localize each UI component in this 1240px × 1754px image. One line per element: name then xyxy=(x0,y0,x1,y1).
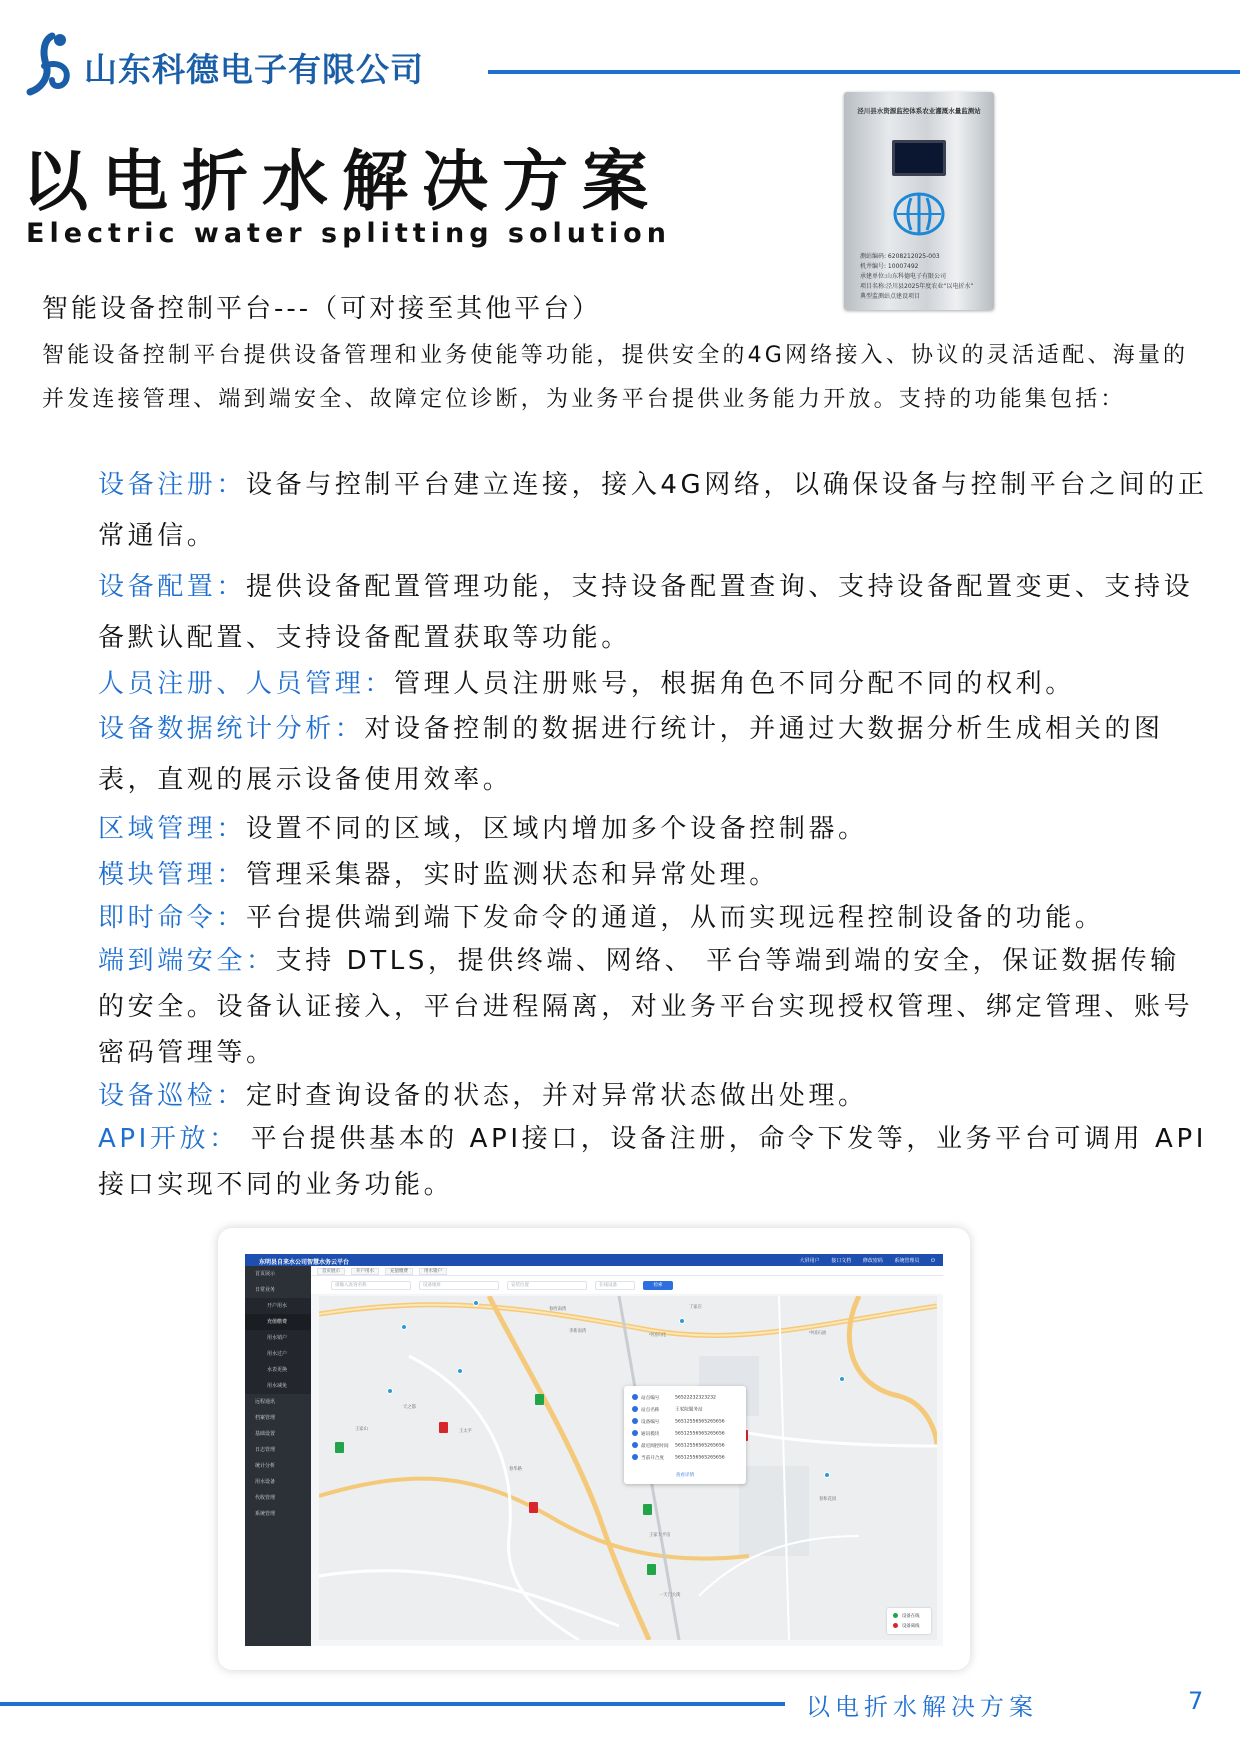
device-cabinet-image xyxy=(844,92,994,310)
app-header xyxy=(245,1254,943,1266)
sidebar-item[interactable]: 档案管理 xyxy=(255,1415,276,1421)
app-header-link[interactable]: 系统管理员 xyxy=(894,1258,920,1264)
map-label: 中国石化 xyxy=(649,1333,667,1338)
app-header-link[interactable]: 接口文档 xyxy=(831,1258,852,1264)
map-poi-icon xyxy=(457,1368,463,1374)
filter-address-input[interactable]: 设备地址 xyxy=(419,1281,499,1290)
feature-item xyxy=(98,460,1208,562)
device-info-popup xyxy=(624,1386,746,1484)
feature-label: 设备数据统计分析： xyxy=(98,714,365,744)
legend-offline xyxy=(893,1623,920,1629)
cabinet-info-line: 承建单位:山东科德电子有限公司 xyxy=(860,273,947,280)
map-label: 中国石油 xyxy=(809,1331,827,1336)
popup-row xyxy=(632,1442,744,1452)
app-filter-bar xyxy=(311,1276,943,1294)
sidebar-item[interactable]: 基础设置 xyxy=(255,1431,276,1437)
info-icon xyxy=(632,1394,638,1400)
map-poi-icon xyxy=(473,1300,479,1306)
device-online-marker[interactable] xyxy=(643,1504,652,1515)
feature-item xyxy=(98,938,1208,1076)
footer-rule xyxy=(0,1702,785,1706)
map-poi-icon xyxy=(401,1324,407,1330)
legend-label: 设备离线 xyxy=(902,1624,920,1629)
sidebar-subitem[interactable]: 用水减免 xyxy=(245,1378,311,1394)
map-label: 天之都 xyxy=(403,1405,416,1410)
filter-status-select[interactable]: 在线设备 xyxy=(595,1281,635,1290)
info-icon xyxy=(632,1442,638,1448)
sidebar-subitem[interactable]: 开户用水 xyxy=(245,1298,311,1314)
info-icon xyxy=(632,1418,638,1424)
sidebar-item[interactable]: 代收管理 xyxy=(255,1495,276,1501)
sidebar-item[interactable]: 系统管理 xyxy=(255,1511,276,1517)
feature-label: 模块管理： xyxy=(98,860,247,890)
popup-row xyxy=(632,1394,744,1404)
feature-label: 即时命令： xyxy=(98,903,247,933)
feature-text: 管理采集器，实时监测状态和异常处理。 xyxy=(246,860,779,890)
app-tab[interactable]: 开户用水 xyxy=(351,1268,379,1275)
map-poi-icon xyxy=(839,1376,845,1382)
popup-value: 56512556565265656 xyxy=(675,1419,725,1425)
feature-text: 设备与控制平台建立连接，接入4G网络，以确保设备与控制平台之间的正常通信。 xyxy=(98,470,1208,551)
feature-text: 提供设备配置管理功能，支持设备配置查询、支持设备配置变更、支持设备默认配置、支持设备配置获取等功能。 xyxy=(98,572,1194,653)
feature-text: 管理人员注册账号，根据角色不同分配不同的权利。 xyxy=(394,669,1075,699)
map-label: 王太平 xyxy=(459,1429,472,1434)
app-header-links xyxy=(790,1257,935,1264)
feature-label: API开放： xyxy=(98,1124,239,1154)
popup-key: 设备编号 xyxy=(641,1419,660,1425)
popup-row xyxy=(632,1418,744,1428)
map-label: 一天门大街 xyxy=(659,1593,681,1598)
app-header-link[interactable]: 修改密码 xyxy=(862,1258,883,1264)
popup-key: 站点名称 xyxy=(641,1407,660,1413)
cabinet-info-line: 项目名称:泾川县2025年度农业“以电折水” xyxy=(860,283,974,290)
filter-name-input[interactable]: 请输入查询名称 xyxy=(331,1281,411,1290)
map-label: 春西南湾 xyxy=(549,1307,567,1312)
info-icon xyxy=(632,1454,638,1460)
section-intro: 智能设备控制平台提供设备管理和业务使能等功能，提供安全的4G网络接入、协议的灵活适配、海量的并发连接管理、端到端安全、故障定位诊断，为业务平台提供业务能力开放。支持的功能集包括： xyxy=(42,343,1189,412)
sidebar-item[interactable]: 用水设备 xyxy=(255,1479,276,1485)
feature-text: 对设备控制的数据进行统计，并通过大数据分析生成相关的图表，直观的展示设备使用效率。 xyxy=(98,714,1164,795)
map-poi-icon xyxy=(824,1472,830,1478)
footer-title: 以电折水解决方案 xyxy=(806,1693,1038,1721)
power-icon[interactable]: ⏻ xyxy=(931,1258,935,1264)
popup-value: 王家院服务站 xyxy=(675,1407,703,1413)
map-label: 丁家庄 xyxy=(689,1305,702,1310)
sidebar-subitem[interactable]: 用水销户 xyxy=(245,1330,311,1346)
cabinet-screen xyxy=(892,140,946,176)
feature-item xyxy=(98,1116,1208,1208)
page-number: 7 xyxy=(1188,1687,1204,1715)
popup-key: 最近阀控时间 xyxy=(641,1443,669,1449)
feature-item xyxy=(98,562,1208,664)
popup-value: 56512556565265656 xyxy=(675,1431,725,1437)
view-details-link[interactable]: 查看详情 xyxy=(675,1473,695,1478)
popup-row xyxy=(632,1454,744,1464)
feature-label: 设备配置： xyxy=(98,572,247,602)
cabinet-station-name: 泾川县水资源监控体系农业灌溉水量监测站 xyxy=(857,107,981,115)
feature-text: 定时查询设备的状态，并对异常状态做出处理。 xyxy=(246,1081,868,1111)
feature-label: 设备巡检： xyxy=(98,1081,247,1111)
online-dot-icon xyxy=(893,1613,898,1618)
feature-item xyxy=(98,704,1208,806)
app-tabs xyxy=(311,1266,943,1276)
popup-row xyxy=(632,1406,744,1416)
feature-label: 区域管理： xyxy=(98,814,247,844)
map-label: 王家大平房 xyxy=(649,1533,671,1538)
popup-value: 56522232323232 xyxy=(675,1395,716,1401)
map-label: 春华路 xyxy=(509,1467,522,1472)
platform-screenshot xyxy=(245,1254,943,1646)
app-header-link[interactable]: 大屏用户 xyxy=(799,1258,820,1264)
sidebar-subitem[interactable]: 水表更换 xyxy=(245,1362,311,1378)
feature-item xyxy=(98,852,1208,898)
popup-key: 当前开合度 xyxy=(641,1455,664,1461)
feature-item xyxy=(98,664,1208,704)
page-title: 以电折水解决方案 xyxy=(22,143,662,220)
sidebar-item[interactable]: 首页展示 xyxy=(255,1271,276,1277)
map-label: 春和花园 xyxy=(819,1497,837,1502)
company-logo xyxy=(22,30,80,100)
app-tab[interactable]: 充值缴费 xyxy=(385,1268,413,1275)
popup-value: 56512556565265656 xyxy=(675,1443,725,1449)
sidebar-item[interactable]: 日常业务 xyxy=(255,1287,276,1293)
feature-label: 设备注册： xyxy=(98,470,247,500)
offline-dot-icon xyxy=(893,1623,898,1628)
device-offline-marker[interactable] xyxy=(439,1422,448,1433)
sidebar-item[interactable]: 日志管理 xyxy=(255,1447,276,1453)
device-offline-marker[interactable] xyxy=(529,1502,538,1513)
info-icon xyxy=(632,1430,638,1436)
app-tab[interactable]: 首页展示 xyxy=(317,1268,345,1275)
sidebar-subitem[interactable]: 用水过户 xyxy=(245,1346,311,1362)
map-view[interactable] xyxy=(319,1296,937,1640)
feature-text: 支持 DTLS，提供终端、网络、 平台等端到端的安全，保证数据传输的安全。设备认证接入，平台进程隔离，对业务平台实现授权管理、绑定管理、账号密码管理等。 xyxy=(98,946,1194,1068)
sidebar-subitem-active[interactable]: 充值缴费 xyxy=(245,1314,311,1330)
company-name: 山东科德电子有限公司 xyxy=(84,50,424,89)
cabinet-info-line: 典型监测站点建设项目 xyxy=(860,293,921,300)
info-icon xyxy=(632,1406,638,1412)
feature-item xyxy=(98,1076,1208,1116)
filter-location-input[interactable]: 安装位置 xyxy=(507,1281,587,1290)
popup-value: 56512556565265656 xyxy=(675,1455,725,1461)
cabinet-info xyxy=(860,252,984,302)
page-subtitle: Electric water splitting solution xyxy=(26,218,671,249)
feature-text: 平台提供端到端下发命令的通道，从而实现远程控制设备的功能。 xyxy=(246,903,1105,933)
sidebar-item[interactable]: 统计分析 xyxy=(255,1463,276,1469)
feature-label: 人员注册、人员管理： xyxy=(98,669,395,699)
feature-item xyxy=(98,898,1208,938)
sidebar-item[interactable]: 远程通讯 xyxy=(255,1399,276,1405)
feature-item xyxy=(98,806,1208,852)
device-online-marker[interactable] xyxy=(535,1394,544,1405)
feature-text: 平台提供基本的 API接口，设备注册，命令下发等，业务平台可调用 API接口实现不同的业务功能。 xyxy=(98,1124,1207,1200)
cabinet-info-line: 机井编号: 10007492 xyxy=(860,263,919,270)
legend-online xyxy=(893,1613,920,1619)
feature-list xyxy=(98,460,1208,1208)
feature-text: 设置不同的区域，区域内增加多个设备控制器。 xyxy=(246,814,868,844)
popup-key: 站点编号 xyxy=(641,1395,660,1401)
map-label: 王家山 xyxy=(355,1427,368,1432)
header-rule xyxy=(488,70,1240,74)
cabinet-info-line: 测站编码: 6208212025-003 xyxy=(860,253,940,260)
map-label: 李新南湾 xyxy=(569,1329,587,1334)
map-legend xyxy=(887,1608,931,1634)
legend-label: 设备在线 xyxy=(902,1614,920,1619)
search-button[interactable]: 检索 xyxy=(643,1281,673,1290)
map-poi-icon xyxy=(387,1388,393,1394)
map-poi-icon xyxy=(679,1318,685,1324)
feature-label: 端到端安全： xyxy=(98,946,276,976)
device-online-marker[interactable] xyxy=(335,1442,344,1453)
app-title: 东明县自来水公司智慧水务云平台 xyxy=(259,1259,350,1266)
app-sidebar xyxy=(245,1266,311,1646)
device-online-marker[interactable] xyxy=(647,1564,656,1575)
popup-key: 通讯模块 xyxy=(641,1431,660,1437)
section-heading: 智能设备控制平台---（可对接至其他平台） xyxy=(42,294,602,324)
popup-row xyxy=(632,1430,744,1440)
app-tab[interactable]: 用水销户 xyxy=(419,1268,447,1275)
water-emblem-icon xyxy=(889,184,949,244)
